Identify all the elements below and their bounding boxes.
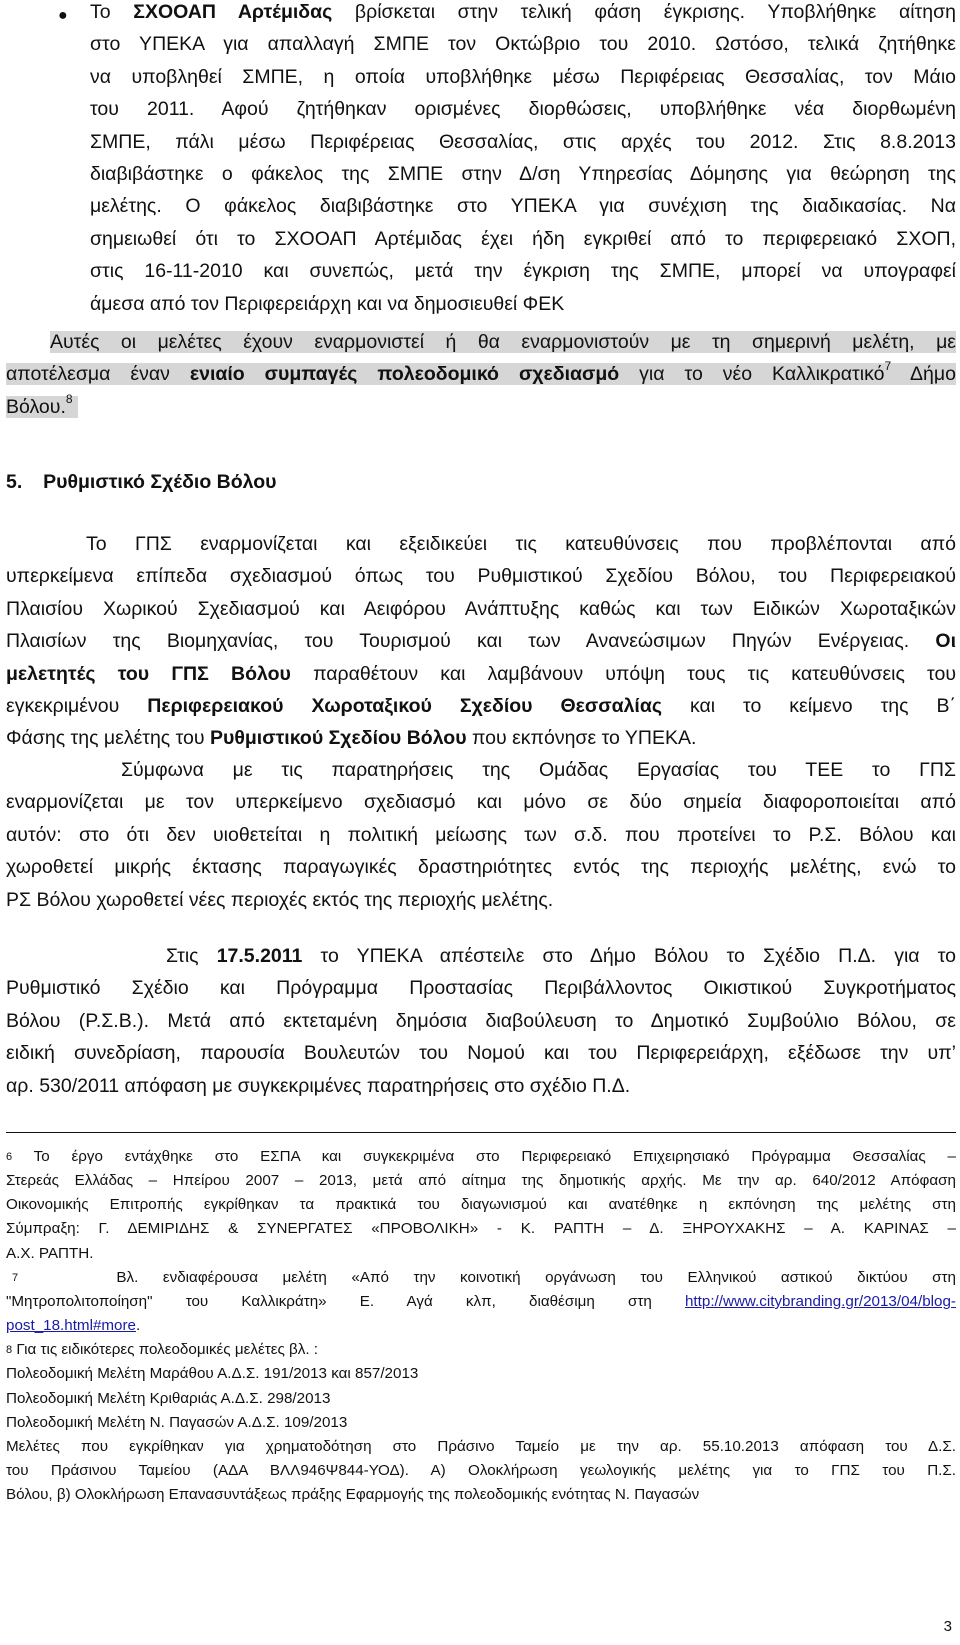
section-number: 5. xyxy=(6,471,23,493)
footnote-6-line-5: Α.Χ. ΡΑΠΤΗ. xyxy=(6,1244,94,1262)
footnote-8-line-2: Πολεοδομική Μελέτη Μαράθου Α.Δ.Σ. 191/2013 και 857/2013 xyxy=(6,1365,419,1383)
footnote-separator xyxy=(6,1132,956,1133)
p2-line-4: χωροθετεί μικρής έκτασης παραγωγικές δραστηριότητες εντός της περιοχής μελέτης, ενώ το xyxy=(6,856,956,879)
p1-line-4b: Οι xyxy=(935,630,957,653)
p2-line-3: αυτόν: στο ότι δεν υιοθετείται η πολιτική μείωσης των σ.δ. που προτείνει το Ρ.Σ. Βόλου και xyxy=(6,823,956,846)
p1-line-6a: εγκεκριμένου xyxy=(6,695,148,718)
bullet-line: να υποβληθεί ΣΜΠΕ, η οποία υποβλήθηκε μέσω Περιφέρειας Θεσσαλίας, τον Μάιο xyxy=(90,65,956,88)
bullet-line: σημειωθεί ότι το ΣΧΟΟΑΠ Αρτέμιδας έχει ήδη εγκριθεί από το περιφερειακό ΣΧΟΠ, xyxy=(90,227,956,250)
bold-term: ΣΧΟΟΑΠ Αρτέμιδας xyxy=(133,1,333,23)
footnote-6-number: 6 xyxy=(6,1151,13,1163)
p1-line-2: υπερκείμενα επίπεδα σχεδιασμού όπως του Ρυθμιστικού Σχεδίου Βόλου, του Περιφερειακού xyxy=(6,565,956,588)
p1-line-3: Πλαισίου Χωρικού Σχεδιασμού και Αειφόρου Ανάπτυξης καθώς και των Ειδικών Χωροταξικών xyxy=(6,597,956,620)
p3-line-1a: Στις xyxy=(166,945,217,967)
p2-line-5: ΡΣ Βόλου χωροθετεί νέες περιοχές εκτός της περιοχής μελέτης. xyxy=(6,888,554,911)
footnote-ref-8[interactable]: 8 xyxy=(65,391,73,406)
highlight-paragraph xyxy=(6,326,956,423)
p3-line-5: αρ. 530/2011 απόφαση με συγκεκριμένες παρατηρήσεις στο σχέδιο Π.Δ. xyxy=(6,1074,631,1097)
p3-line-4: ειδική συνεδρίαση, παρουσία Βουλευτών του Νομού και του Περιφερειάρχη, εξέδωσε την υπ’ xyxy=(6,1042,956,1065)
bullet-line: μελέτης. Ο φάκελος διαβιβάστηκε στο ΥΠΕΚΑ για συνέχιση της διαδικασίας. Να xyxy=(90,195,956,218)
section-title: Ρυθμιστικό Σχέδιο Βόλου xyxy=(43,471,277,493)
footnotes xyxy=(6,1145,956,1507)
paragraph-3 xyxy=(6,940,956,1102)
footnote-6-line-2: Στερεάς Ελλάδας – Ηπείρου 2007 – 2013, μετά από αίτημα της δημοτικής αρχής. Με την αρ. 640/2012 Απόφαση xyxy=(6,1172,956,1190)
p1-line-5a: μελετητές του ΓΠΣ Βόλου xyxy=(6,662,291,685)
p1-line-7b: Ρυθμιστικού Σχεδίου Βόλου xyxy=(209,727,467,750)
p3-line-1c: το ΥΠΕΚΑ απέστειλε στο Δήμο Βόλου το Σχέδιο Π.Δ. για το xyxy=(302,945,956,967)
p1-line-6c: και το κείμενο της Β΄ xyxy=(661,695,956,718)
footnote-ref-7[interactable]: 7 xyxy=(884,359,892,374)
paragraph-1 xyxy=(6,528,956,755)
p1-line-4a: Πλαισίων της Βιομηχανίας, του Τουρισμού και των Ανανεώσιμων Πηγών Ενέργειας. xyxy=(6,630,910,653)
bullet-text xyxy=(90,0,956,320)
footnote-8-line-6: του Πράσινου Ταμείου (ΑΔΑ ΒΛΛ946Ψ844-ΥΟΔ). Α) Ολοκλήρωση γεωλογικής μελέτης για το ΓΠΣ του Π.Σ. xyxy=(6,1462,956,1480)
p1-line-7a: Φάσης της μελέτης του xyxy=(6,727,210,750)
highlight-line-2a: αποτέλεσμα έναν xyxy=(6,363,190,386)
footnote-7-number: 7 xyxy=(12,1271,19,1284)
p1-line-6b: Περιφερειακού Χωροταξικού Σχεδίου Θεσσαλίας xyxy=(147,695,662,718)
highlight-line-2c: για το νέο Καλλικρατικό xyxy=(619,363,885,386)
bullet-line: στις 16-11-2010 και συνεπώς, μετά την έγκριση της ΣΜΠΕ, μπορεί να υπογραφεί xyxy=(90,260,956,283)
footnote-7-line-1: Βλ. ενδιαφέρουσα μελέτη «Από την κοινοτική οργάνωση του Ελληνικού αστικού δικτύου στη xyxy=(116,1268,956,1286)
p3-line-1b: 17.5.2011 xyxy=(216,945,303,967)
p2-line-2: εναρμονίζεται με τον υπερκείμενο σχεδιασμό και μόνο σε δύο σημεία διαφοροποιείται από xyxy=(6,791,956,814)
p3-line-2: Ρυθμιστικό Σχέδιο και Πρόγραμμα Προστασίας Περιβάλλοντος Οικιστικού Συγκροτήματος xyxy=(6,977,956,1000)
footnote-8-line-1: Για τις ειδικότερες πολεοδομικές μελέτες βλ. : xyxy=(16,1341,319,1359)
footnote-6-line-3: Οικονομικής Επιτροπής εγκρίθηκαν τα πρακτικά του διαγωνισμού και ανατέθηκε η εκπόνηση της μελέτης στη xyxy=(6,1196,956,1214)
bullet-icon: ● xyxy=(58,7,68,24)
footnote-8-line-3: Πολεοδομική Μελέτη Κριθαριάς Α.Δ.Σ. 298/2013 xyxy=(6,1389,331,1407)
p2-line-1: Σύμφωνα με τις παρατηρήσεις της Ομάδας Εργασίας του ΤΕΕ το ΓΠΣ xyxy=(121,759,956,781)
highlight-line-1: Αυτές οι μελέτες έχουν εναρμονιστεί ή θα εναρμονιστούν με τη σημερινή μελέτη, με xyxy=(50,331,956,353)
p1-line-1: Το ΓΠΣ εναρμονίζεται και εξειδικεύει τις κατευθύνσεις που προβλέπονται από xyxy=(86,533,956,555)
footnote-6-line-1: Το έργο εντάχθηκε στο ΕΣΠΑ και συγκεκριμένα στο Περιφερειακό Επιχειρησιακό Πρόγραμμα Θεσσαλίας – xyxy=(33,1148,956,1165)
p3-line-3: Βόλου (Ρ.Σ.Β.). Μετά από εκτεταμένη δημόσια διαβούλευση το Δημοτικό Συμβούλιο Βόλου, σε xyxy=(6,1009,956,1032)
bullet-line: Το ΣΧΟΟΑΠ Αρτέμιδας βρίσκεται στην τελική φάση έγκρισης. Υποβλήθηκε αίτηση xyxy=(90,1,956,23)
highlight-line-3: Βόλου. xyxy=(6,395,66,418)
bullet-line: του 2011. Αφού ζητήθηκαν ορισμένες διορθώσεις, υποβλήθηκε νέα διορθωμένη xyxy=(90,98,956,121)
bullet-line: στο ΥΠΕΚΑ για απαλλαγή ΣΜΠΕ τον Οκτώβριο του 2010. Ωστόσο, τελικά ζητήθηκε xyxy=(90,33,956,56)
bullet-line: άμεσα από τον Περιφερειάρχη και να δημοσιευθεί ΦΕΚ xyxy=(90,292,565,315)
footnote-6-line-4: Σύμπραξη: Γ. ΔΕΜΙΡΙΔΗΣ & ΣΥΝΕΡΓΑΤΕΣ «ΠΡΟΒΟΛΙΚΗ» - Κ. ΡΑΠΤΗ – Δ. ΞΗΡΟΥΧΑΚΗΣ – Α. ΚΑΡΙΝΑΣ – xyxy=(6,1220,956,1238)
footnote-8-line-4: Πολεοδομική Μελέτη Ν. Παγασών Α.Δ.Σ. 109/2013 xyxy=(6,1413,348,1431)
footnote-7-link-part-2[interactable]: post_18.html#more xyxy=(6,1317,137,1335)
p1-line-7c: που εκπόνησε το ΥΠΕΚΑ. xyxy=(466,727,697,750)
bullet-line: διαβιβάστηκε ο φάκελος της ΣΜΠΕ στην Δ/ση Υπηρεσίας Δόμησης για θεώρηση της xyxy=(90,163,956,186)
footnote-7-end: . xyxy=(136,1317,141,1335)
bullet-line: ΣΜΠΕ, πάλι μέσω Περιφέρειας Θεσσαλίας, στις αρχές του 2012. Στις 8.8.2013 xyxy=(90,130,956,153)
p1-line-5b: παραθέτουν και λαμβάνουν υπόψη τους τις κατευθύνσεις του xyxy=(290,662,956,685)
footnote-8-line-5: Μελέτες που εγκρίθηκαν για χρηματοδότηση στο Πράσινο Ταμείο με την αρ. 55.10.2013 απόφαση του Δ.Σ. xyxy=(6,1437,956,1455)
footnote-7-line-2: "Μητροπολιτοποίηση" του Καλλικράτη» Ε. Αγά κλπ, διαθέσιμη στη xyxy=(6,1292,685,1310)
footnote-7-link-part-1[interactable]: http://www.citybranding.gr/2013/04/blog- xyxy=(684,1292,956,1310)
footnote-8-number: 8 xyxy=(6,1344,13,1357)
highlight-bold-phrase: ενιαίο συμπαγές πολεοδομικό σχεδιασμό xyxy=(189,363,620,386)
section-heading xyxy=(6,466,956,498)
paragraph-2 xyxy=(6,754,956,916)
highlight-line-2d: Δήμο xyxy=(891,363,956,386)
footnote-8-line-7: Βόλου, β) Ολοκλήρωση Επανασυντάξεως πράξης Εφαρμογής της πολεοδομικής ενότητας Ν. Παγασών xyxy=(6,1486,700,1504)
page-number: 3 xyxy=(943,1618,952,1635)
